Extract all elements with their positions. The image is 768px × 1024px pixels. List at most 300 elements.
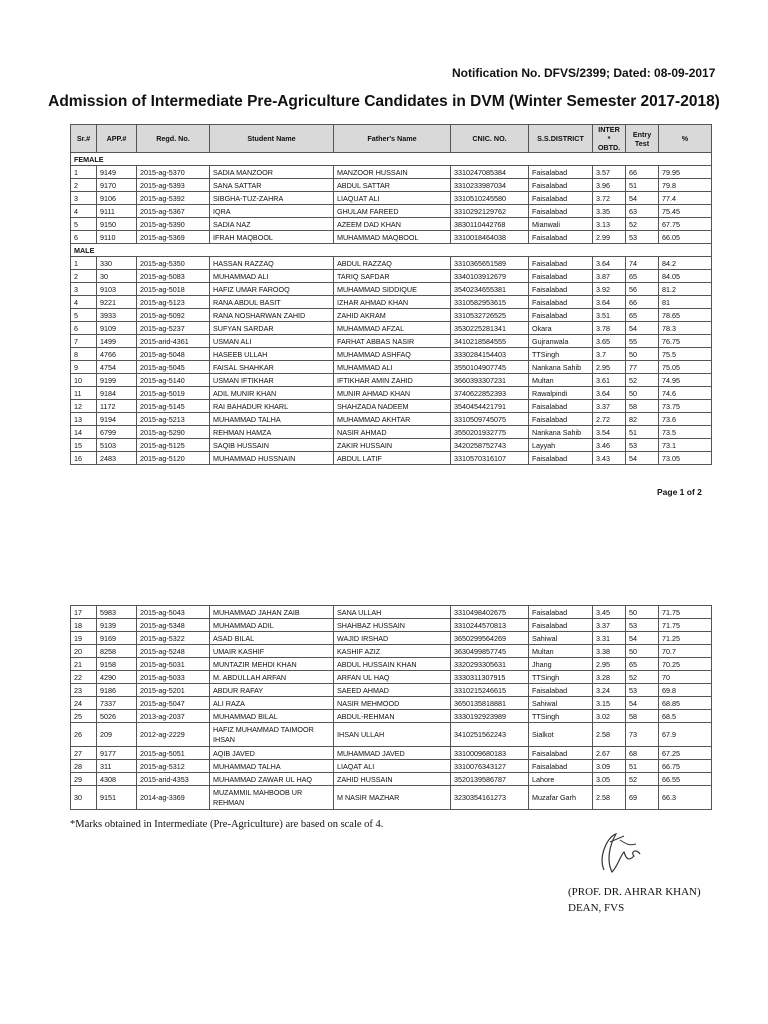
table-cell: 79.95	[659, 166, 712, 179]
table-cell: SHAHZADA NADEEM	[334, 400, 451, 413]
table-cell: SUFYAN SARDAR	[210, 322, 334, 335]
table-cell: 58	[626, 710, 659, 723]
table-cell: 3.24	[593, 684, 626, 697]
table-cell: 2015-ag-5051	[137, 747, 210, 760]
table-cell: ZAHID AKRAM	[334, 309, 451, 322]
table-cell: HASEEB ULLAH	[210, 348, 334, 361]
table-cell: 52	[626, 218, 659, 231]
table-row	[71, 179, 712, 192]
table-row	[71, 387, 712, 400]
table-row	[71, 426, 712, 439]
table-cell: 3230354161273	[451, 786, 529, 810]
table-cell: 73.6	[659, 413, 712, 426]
table-cell: 3.96	[593, 179, 626, 192]
table-cell: 52	[626, 671, 659, 684]
table-cell: 3310510245580	[451, 192, 529, 205]
table-cell: MUHAMMAD JAHAN ZAIB	[210, 606, 334, 619]
table-row	[71, 335, 712, 348]
table-cell: 4766	[97, 348, 137, 361]
table-cell: MUHAMMAD TALHA	[210, 413, 334, 426]
table-cell: 3.61	[593, 374, 626, 387]
table-cell: 2015-ag-5120	[137, 452, 210, 465]
table-cell: 27	[71, 747, 97, 760]
table-cell: HAFIZ MUHAMMAD TAIMOOR IHSAN	[210, 723, 334, 747]
table-cell: 58	[626, 400, 659, 413]
table-cell: USMAN IFTIKHAR	[210, 374, 334, 387]
table-cell: 3.46	[593, 439, 626, 452]
table-cell: MUHAMMAD MAQBOOL	[334, 231, 451, 244]
table-cell: 20	[71, 645, 97, 658]
table-cell: 68.5	[659, 710, 712, 723]
table-row	[71, 400, 712, 413]
table-cell: 4	[71, 205, 97, 218]
table-cell: 2015-ag-5145	[137, 400, 210, 413]
table-cell: 3310018464038	[451, 231, 529, 244]
table-cell: SAEED AHMAD	[334, 684, 451, 697]
table-cell: Faisalabad	[529, 684, 593, 697]
table-cell: NASIR MEHMOOD	[334, 697, 451, 710]
table-cell: 1499	[97, 335, 137, 348]
table-cell: ZAHID HUSSAIN	[334, 773, 451, 786]
signature-image	[590, 826, 646, 878]
table-cell: 9150	[97, 218, 137, 231]
table-cell: 73	[626, 723, 659, 747]
table-cell: 2015-ag-5033	[137, 671, 210, 684]
table-cell: TTSingh	[529, 671, 593, 684]
table-cell: 2015-ag-5045	[137, 361, 210, 374]
table-cell: MUHAMMAD ADIL	[210, 619, 334, 632]
table-cell: 66	[626, 166, 659, 179]
table-row	[71, 723, 712, 747]
table-cell: Faisalabad	[529, 192, 593, 205]
table-cell: Sahiwal	[529, 697, 593, 710]
table-cell: SADIA MANZOOR	[210, 166, 334, 179]
table-cell: 3.64	[593, 257, 626, 270]
table-cell: 67.75	[659, 218, 712, 231]
table-row	[71, 413, 712, 426]
table-cell: Nankana Sahib	[529, 361, 593, 374]
table-cell: 81.2	[659, 283, 712, 296]
table-cell: 52	[626, 374, 659, 387]
table-cell: 2015-ag-5201	[137, 684, 210, 697]
table-cell: Jhang	[529, 658, 593, 671]
table-row	[71, 205, 712, 218]
table-cell: 9158	[97, 658, 137, 671]
table-cell: 81	[659, 296, 712, 309]
table-cell: 50	[626, 645, 659, 658]
table-cell: 51	[626, 179, 659, 192]
table-cell: 6	[71, 231, 97, 244]
table-cell: 4290	[97, 671, 137, 684]
table-cell: M. ABDULLAH ARFAN	[210, 671, 334, 684]
col-header: Regd. No.	[137, 125, 210, 153]
table-cell: 66.3	[659, 786, 712, 810]
table-cell: 2015-ag-5123	[137, 296, 210, 309]
notification-number: Notification No. DFVS/2399; Dated: 08-09-2017	[452, 66, 716, 80]
table-row	[71, 257, 712, 270]
table-cell: 3.64	[593, 296, 626, 309]
table-cell: 5103	[97, 439, 137, 452]
table-cell: 30	[97, 270, 137, 283]
table-row	[71, 192, 712, 205]
table-cell: 3.45	[593, 606, 626, 619]
table-cell: Faisalabad	[529, 452, 593, 465]
col-header: Student Name	[210, 125, 334, 153]
table-cell: RANA NOSHARWAN ZAHID	[210, 309, 334, 322]
table-cell: 5026	[97, 710, 137, 723]
table-cell: 68.85	[659, 697, 712, 710]
table-cell: MUHAMMAD JAVED	[334, 747, 451, 760]
table-header-row	[71, 125, 712, 153]
table-cell: 3.51	[593, 309, 626, 322]
table-cell: 51	[626, 426, 659, 439]
table-cell: 74	[626, 257, 659, 270]
table-cell: 5983	[97, 606, 137, 619]
table-cell: 52	[626, 773, 659, 786]
col-header: APP.#	[97, 125, 137, 153]
table-cell: MUHAMMAD AFZAL	[334, 322, 451, 335]
table-cell: 3	[71, 283, 97, 296]
table-cell: USMAN ALI	[210, 335, 334, 348]
table-cell: 3310570316107	[451, 452, 529, 465]
table-cell: 3550104907745	[451, 361, 529, 374]
col-header: Father's Name	[334, 125, 451, 153]
page-number: Page 1 of 2	[657, 487, 702, 497]
table-cell: 66.75	[659, 760, 712, 773]
table-row	[71, 439, 712, 452]
table-cell: Nankana Sahib	[529, 426, 593, 439]
table-cell: 3.64	[593, 387, 626, 400]
table-cell: 2014-ag-3369	[137, 786, 210, 810]
table-cell: SAQIB HUSSAIN	[210, 439, 334, 452]
table-cell: 3.72	[593, 192, 626, 205]
col-header: S.S.DISTRICT	[529, 125, 593, 153]
table-cell: 4308	[97, 773, 137, 786]
table-cell: 9221	[97, 296, 137, 309]
table-row	[71, 166, 712, 179]
table-cell: FARHAT ABBAS NASIR	[334, 335, 451, 348]
table-cell: Gujranwala	[529, 335, 593, 348]
table-cell: 54	[626, 452, 659, 465]
table-cell: 3	[71, 192, 97, 205]
table-cell: 3540454421791	[451, 400, 529, 413]
table-cell: 9109	[97, 322, 137, 335]
table-cell: RAI BAHADUR KHARL	[210, 400, 334, 413]
table-cell: 9110	[97, 231, 137, 244]
table-cell: ARFAN UL HAQ	[334, 671, 451, 684]
table-cell: NASIR AHMAD	[334, 426, 451, 439]
table-cell: LIAQUAT ALI	[334, 192, 451, 205]
table-cell: MUHAMMAD BILAL	[210, 710, 334, 723]
table-row	[71, 632, 712, 645]
table-cell: 54	[626, 322, 659, 335]
table-cell: 10	[71, 374, 97, 387]
table-cell: LIAQAT ALI	[334, 760, 451, 773]
table-cell: RANA ABDUL BASIT	[210, 296, 334, 309]
table-cell: MUHAMMAD HUSSNAIN	[210, 452, 334, 465]
table-row	[71, 697, 712, 710]
table-cell: 3.05	[593, 773, 626, 786]
table-cell: 4	[71, 296, 97, 309]
table-cell: 4754	[97, 361, 137, 374]
table-cell: 65	[626, 309, 659, 322]
section-label: MALE	[71, 244, 712, 257]
table-cell: 3.31	[593, 632, 626, 645]
table-cell: 7	[71, 335, 97, 348]
table-cell: Faisalabad	[529, 166, 593, 179]
table-cell: ALI RAZA	[210, 697, 334, 710]
table-cell: UMAIR KASHIF	[210, 645, 334, 658]
table-cell: 2015-arid-4361	[137, 335, 210, 348]
table-cell: 66.55	[659, 773, 712, 786]
table-cell: 9139	[97, 619, 137, 632]
table-cell: 3.92	[593, 283, 626, 296]
table-cell: SIBGHA-TUZ-ZAHRA	[210, 192, 334, 205]
table-cell: 311	[97, 760, 137, 773]
table-cell: 3.7	[593, 348, 626, 361]
table-row	[71, 773, 712, 786]
table-cell: 2015-ag-5322	[137, 632, 210, 645]
table-cell: 68	[626, 747, 659, 760]
table-cell: 2.99	[593, 231, 626, 244]
table-cell: 9106	[97, 192, 137, 205]
table-cell: Faisalabad	[529, 283, 593, 296]
table-cell: 21	[71, 658, 97, 671]
table-cell: 1	[71, 257, 97, 270]
table-cell: 1172	[97, 400, 137, 413]
table-cell: 3.13	[593, 218, 626, 231]
table-cell: 3410218584555	[451, 335, 529, 348]
table-row	[71, 452, 712, 465]
table-cell: MUNIR AHMAD KHAN	[334, 387, 451, 400]
table-cell: 9151	[97, 786, 137, 810]
table-cell: 78.65	[659, 309, 712, 322]
col-header: Sr.#	[71, 125, 97, 153]
table-cell: 2012-ag-2229	[137, 723, 210, 747]
table-cell: 3630499857745	[451, 645, 529, 658]
table-row	[71, 760, 712, 773]
table-cell: MUZAMMIL MAHBOOB UR REHMAN	[210, 786, 334, 810]
table-cell: 70	[659, 671, 712, 684]
table-cell: 71.75	[659, 606, 712, 619]
table-cell: 9103	[97, 283, 137, 296]
table-cell: 3933	[97, 309, 137, 322]
table-row	[71, 322, 712, 335]
table-cell: 1	[71, 166, 97, 179]
table-cell: 73.75	[659, 400, 712, 413]
table-cell: 3420258752743	[451, 439, 529, 452]
table-cell: 69.8	[659, 684, 712, 697]
table-cell: Faisalabad	[529, 296, 593, 309]
table-cell: 55	[626, 335, 659, 348]
table-cell: 2015-ag-5348	[137, 619, 210, 632]
table-cell: 24	[71, 697, 97, 710]
table-cell: 6799	[97, 426, 137, 439]
table-cell: MUHAMMAD ASHFAQ	[334, 348, 451, 361]
table-row	[71, 786, 712, 810]
table-cell: 74.95	[659, 374, 712, 387]
table-cell: 50	[626, 387, 659, 400]
table-cell: IQRA	[210, 205, 334, 218]
table-cell: Faisalabad	[529, 400, 593, 413]
table-cell: 73.05	[659, 452, 712, 465]
table-cell: 2	[71, 270, 97, 283]
table-cell: 53	[626, 684, 659, 697]
table-cell: Layyah	[529, 439, 593, 452]
table-cell: 73.1	[659, 439, 712, 452]
table-row	[71, 658, 712, 671]
table-cell: IZHAR AHMAD KHAN	[334, 296, 451, 309]
table-row	[71, 231, 712, 244]
table-cell: MUHAMMAD AKHTAR	[334, 413, 451, 426]
table-cell: 2.95	[593, 361, 626, 374]
table-cell: 9184	[97, 387, 137, 400]
table-cell: 74.6	[659, 387, 712, 400]
table-cell: 84.05	[659, 270, 712, 283]
table-cell: 23	[71, 684, 97, 697]
table-cell: 77.4	[659, 192, 712, 205]
table-row	[71, 348, 712, 361]
section-label: FEMALE	[71, 153, 712, 166]
table-cell: IFTIKHAR AMIN ZAHID	[334, 374, 451, 387]
table-cell: TTSingh	[529, 710, 593, 723]
table-cell: 3310498402675	[451, 606, 529, 619]
table-cell: 30	[71, 786, 97, 810]
table-cell: 50	[626, 348, 659, 361]
table-cell: 2015-ag-5369	[137, 231, 210, 244]
table-cell: 15	[71, 439, 97, 452]
table-cell: 3310509745075	[451, 413, 529, 426]
table-cell: 56	[626, 283, 659, 296]
table-cell: 9	[71, 361, 97, 374]
admission-table-page-2	[70, 605, 712, 810]
table-cell: 3520139586787	[451, 773, 529, 786]
table-row	[71, 747, 712, 760]
table-cell: 3410251562243	[451, 723, 529, 747]
table-cell: 3830110442768	[451, 218, 529, 231]
table-cell: Sialkot	[529, 723, 593, 747]
table-row	[71, 684, 712, 697]
table-cell: 9111	[97, 205, 137, 218]
table-cell: Faisalabad	[529, 309, 593, 322]
signatory-name: (PROF. DR. AHRAR KHAN)	[568, 886, 701, 898]
table-cell: 3.78	[593, 322, 626, 335]
table-cell: 2015-arid-4353	[137, 773, 210, 786]
table-row	[71, 619, 712, 632]
table-cell: 17	[71, 606, 97, 619]
table-cell: ABDUL LATIF	[334, 452, 451, 465]
table-row	[71, 270, 712, 283]
table-row	[71, 296, 712, 309]
table-cell: 2015-ag-5393	[137, 179, 210, 192]
table-cell: 3.65	[593, 335, 626, 348]
table-cell: 3.37	[593, 619, 626, 632]
table-cell: HASSAN RAZZAQ	[210, 257, 334, 270]
table-cell: 6	[71, 322, 97, 335]
table-cell: 66	[626, 296, 659, 309]
table-cell: 19	[71, 632, 97, 645]
table-cell: 3.87	[593, 270, 626, 283]
table-cell: 3.02	[593, 710, 626, 723]
table-cell: 3.09	[593, 760, 626, 773]
table-cell: 3.54	[593, 426, 626, 439]
table-cell: 3550201932775	[451, 426, 529, 439]
table-cell: Faisalabad	[529, 270, 593, 283]
table-row	[71, 361, 712, 374]
table-cell: 3310009680183	[451, 747, 529, 760]
table-cell: 51	[626, 760, 659, 773]
table-cell: GHULAM FAREED	[334, 205, 451, 218]
table-cell: 2015-ag-5213	[137, 413, 210, 426]
table-cell: 3.28	[593, 671, 626, 684]
table-row	[71, 283, 712, 296]
table-cell: 2015-ag-5350	[137, 257, 210, 270]
section-row	[71, 153, 712, 166]
table-cell: 3340103912679	[451, 270, 529, 283]
table-cell: 69	[626, 786, 659, 810]
table-cell: 2015-ag-5048	[137, 348, 210, 361]
table-cell: 9186	[97, 684, 137, 697]
table-row	[71, 671, 712, 684]
table-cell: 2483	[97, 452, 137, 465]
table-cell: 2.95	[593, 658, 626, 671]
table-cell: Okara	[529, 322, 593, 335]
table-cell: TTSingh	[529, 348, 593, 361]
table-cell: ADIL MUNIR KHAN	[210, 387, 334, 400]
table-cell: Muzafar Garh	[529, 786, 593, 810]
table-cell: IHSAN ULLAH	[334, 723, 451, 747]
table-cell: MUHAMMAD ALI	[334, 361, 451, 374]
table-cell: 3660393307231	[451, 374, 529, 387]
signatory-title: DEAN, FVS	[568, 902, 625, 914]
table-row	[71, 218, 712, 231]
table-row	[71, 606, 712, 619]
table-cell: 3540234655381	[451, 283, 529, 296]
table-cell: 3.37	[593, 400, 626, 413]
table-cell: 71.25	[659, 632, 712, 645]
table-cell: 71.75	[659, 619, 712, 632]
table-cell: 65	[626, 658, 659, 671]
table-cell: 82	[626, 413, 659, 426]
admission-table-page-1	[70, 124, 712, 465]
table-cell: 2015-ag-5312	[137, 760, 210, 773]
table-cell: MUHAMMAD ALI	[210, 270, 334, 283]
table-cell: 2015-ag-5370	[137, 166, 210, 179]
table-row	[71, 645, 712, 658]
table-cell: 79.8	[659, 179, 712, 192]
table-cell: SADIA NAZ	[210, 218, 334, 231]
table-cell: 2015-ag-5031	[137, 658, 210, 671]
table-cell: 3310247085384	[451, 166, 529, 179]
table-cell: 65	[626, 270, 659, 283]
table-cell: 2015-ag-5083	[137, 270, 210, 283]
table-cell: 73.5	[659, 426, 712, 439]
table-cell: 3310244570813	[451, 619, 529, 632]
table-cell: 3.35	[593, 205, 626, 218]
table-cell: 8258	[97, 645, 137, 658]
table-cell: 11	[71, 387, 97, 400]
table-cell: 3.43	[593, 452, 626, 465]
table-cell: 75.05	[659, 361, 712, 374]
table-cell: Faisalabad	[529, 257, 593, 270]
table-cell: 25	[71, 710, 97, 723]
table-cell: 8	[71, 348, 97, 361]
table-cell: 209	[97, 723, 137, 747]
table-cell: 13	[71, 413, 97, 426]
table-cell: MUNTAZIR MEHDI KHAN	[210, 658, 334, 671]
table-cell: 5	[71, 309, 97, 322]
table-cell: SANA ULLAH	[334, 606, 451, 619]
